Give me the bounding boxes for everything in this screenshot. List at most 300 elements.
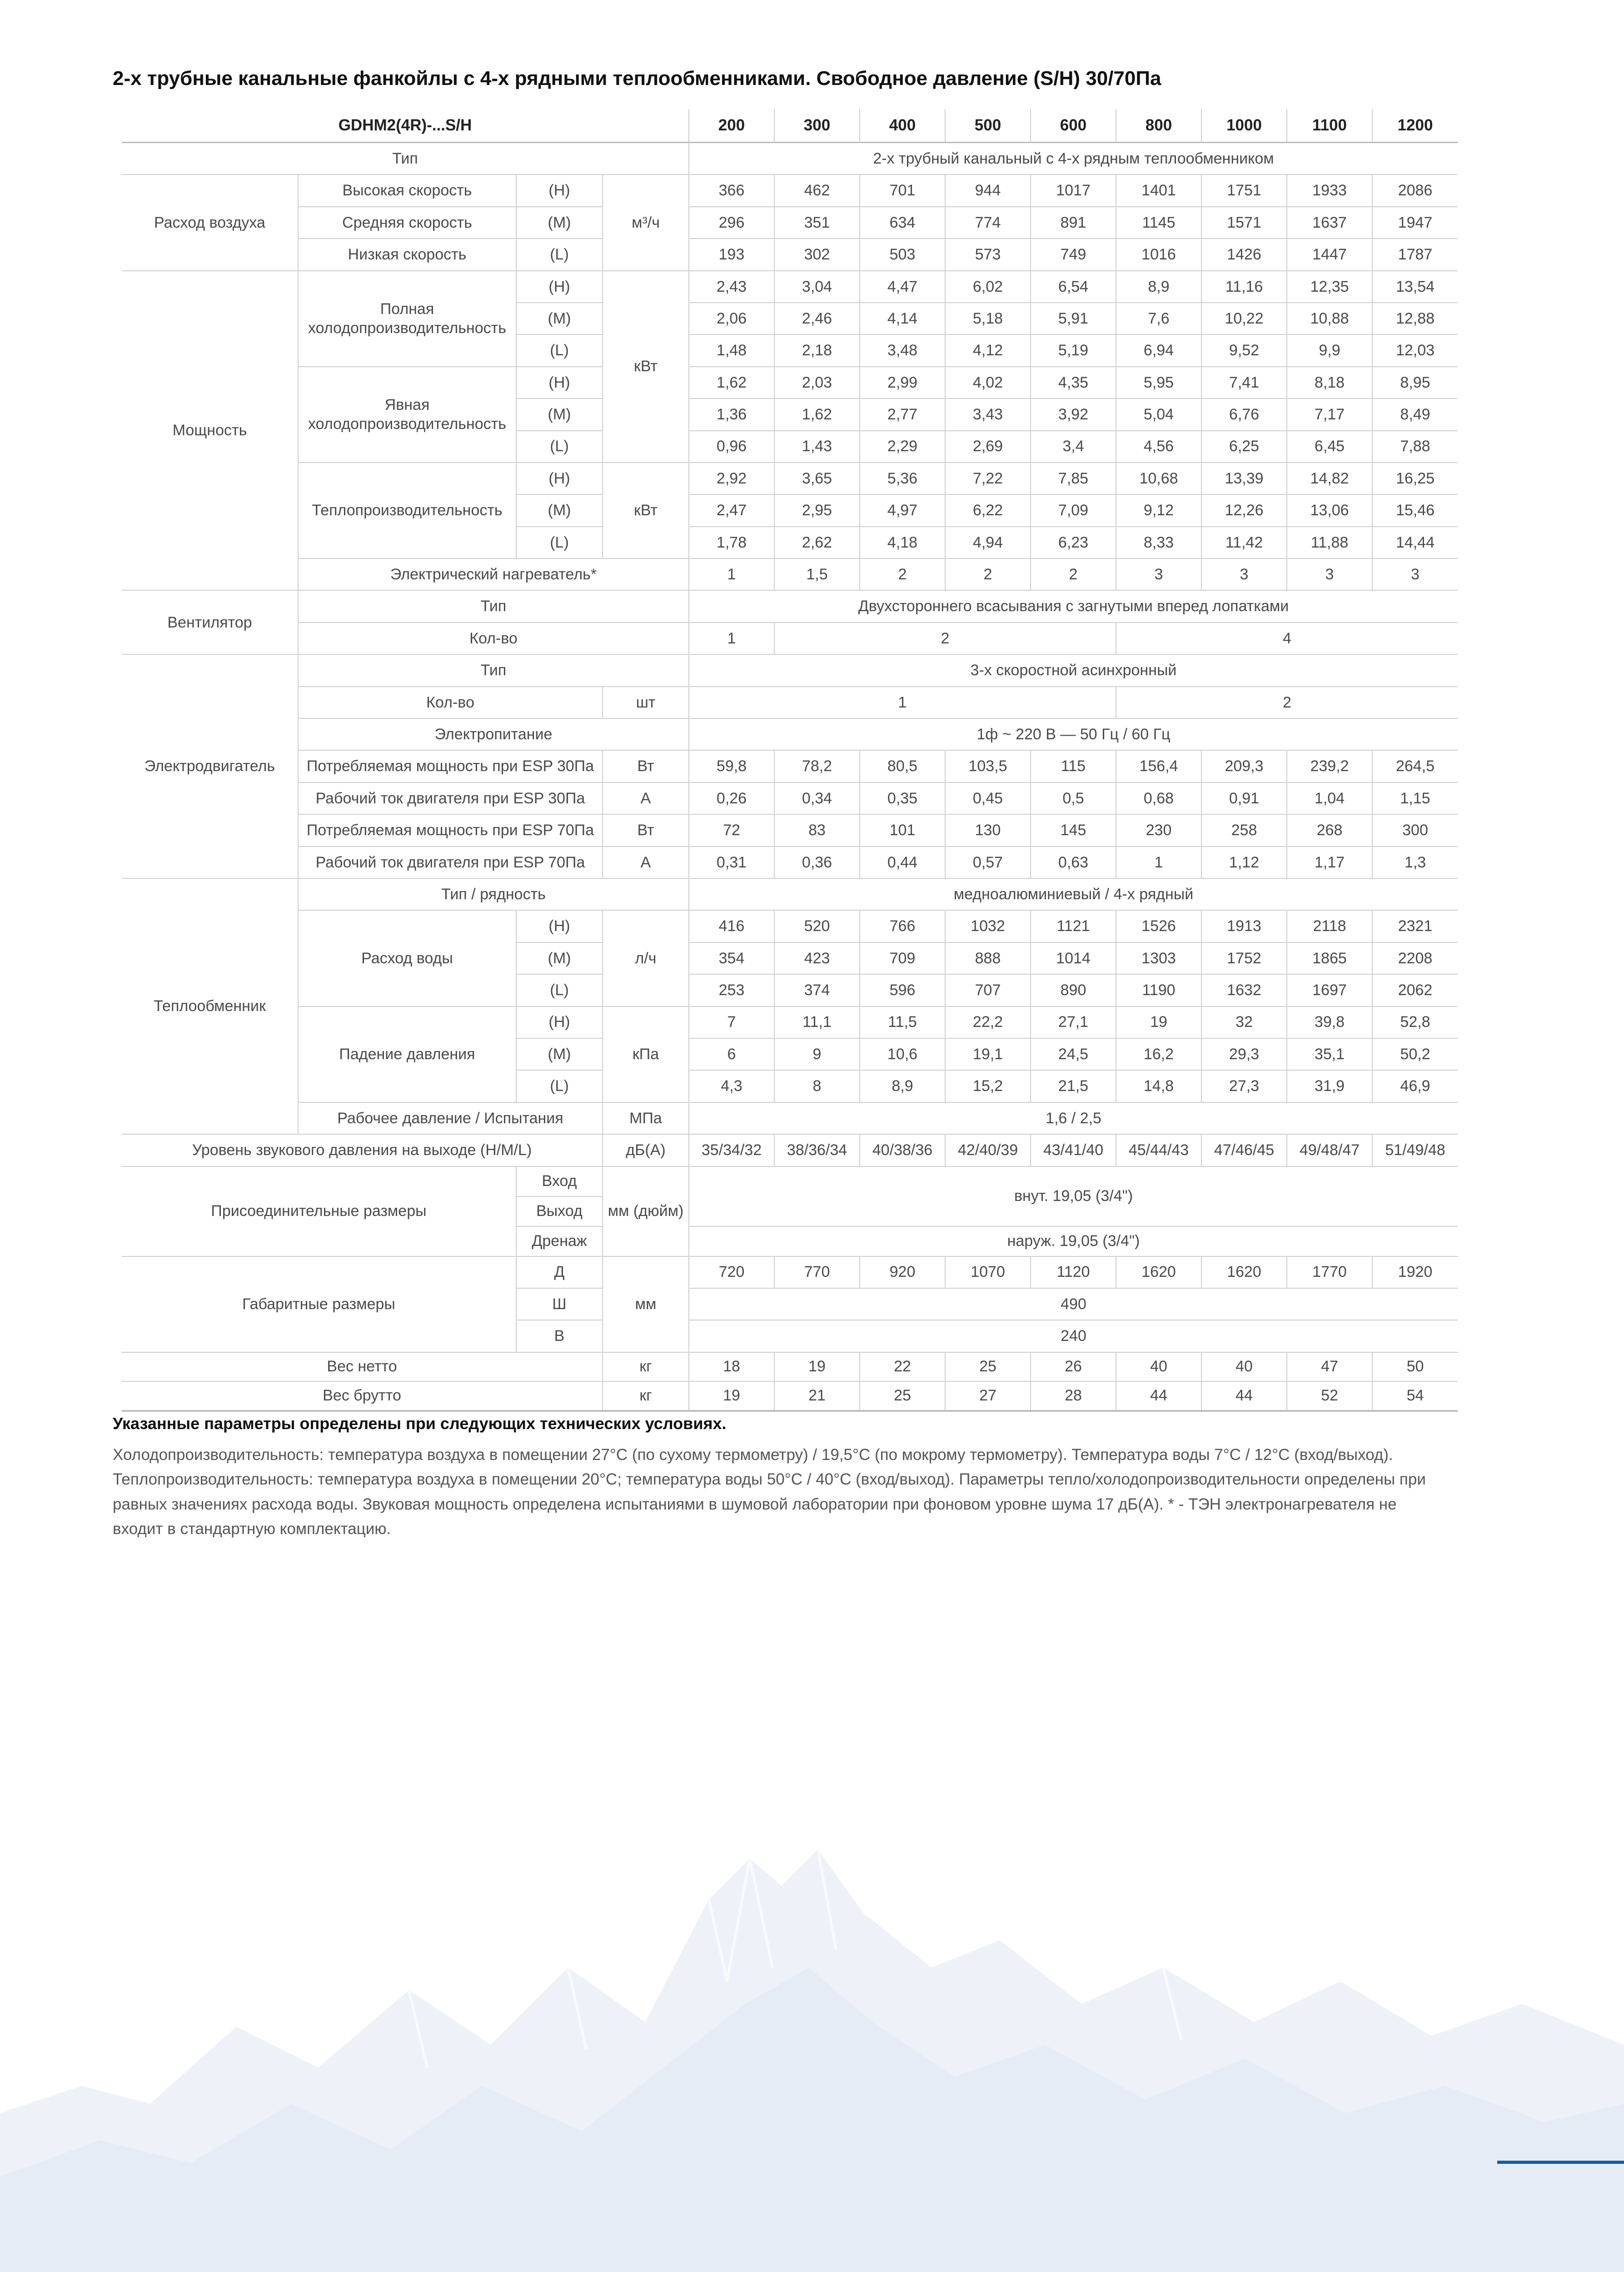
value-cell: 701 [860, 174, 945, 206]
value-cell: 21 [774, 1381, 860, 1411]
unit-label: Вт [603, 750, 689, 782]
value-cell: 709 [860, 942, 945, 974]
value-cell: 1865 [1287, 942, 1372, 974]
value-cell: 19 [1116, 1006, 1201, 1038]
value-cell: 11,5 [860, 1006, 945, 1038]
notes-title: Указанные параметры определены при следующих технических условиях. [113, 1414, 727, 1433]
table-row [122, 1381, 1458, 1411]
unit-label: м³/ч [603, 174, 689, 270]
value-cell: 11,42 [1201, 527, 1287, 558]
row-label: Падение давления [298, 1006, 516, 1102]
value-cell: 0,68 [1116, 782, 1201, 814]
value-cell: 14,8 [1116, 1070, 1201, 1102]
value-cell: 354 [689, 942, 774, 974]
value-cell: 5,36 [860, 463, 945, 494]
value-cell: 3 [1116, 558, 1201, 590]
value-cell: 0,26 [689, 782, 774, 814]
value-cell: 59,8 [689, 750, 774, 782]
speed-label: (M) [516, 303, 603, 334]
value-cell: 888 [945, 942, 1031, 974]
row-label: Рабочее давление / Испытания [298, 1102, 603, 1134]
value-cell: 130 [945, 814, 1031, 846]
value-cell: 6,94 [1116, 334, 1201, 366]
size-header: 800 [1116, 109, 1201, 143]
value-cell: 5,19 [1031, 334, 1116, 366]
value-cell: 1426 [1201, 239, 1287, 270]
value-cell: 7,41 [1201, 367, 1287, 399]
value-cell: 43/41/40 [1031, 1134, 1116, 1166]
value-cell: 4 [1116, 623, 1458, 654]
value-cell: 10,6 [860, 1038, 945, 1070]
row-label: Расход воды [298, 910, 516, 1006]
unit-label: Вт [603, 814, 689, 846]
row-label: Рабочий ток двигателя при ESP 30Па [298, 782, 603, 814]
speed-label: (L) [516, 334, 603, 366]
row-label: Полная холодопроизводительность [298, 271, 516, 367]
row-label: Габаритные размеры [122, 1256, 516, 1352]
value-cell: 27,3 [1201, 1070, 1287, 1102]
value-cell: 28 [1031, 1381, 1116, 1411]
value-cell: 21,5 [1031, 1070, 1116, 1102]
value-cell: 296 [689, 207, 774, 239]
value-cell: 1571 [1201, 207, 1287, 239]
value-cell: 2,03 [774, 367, 860, 399]
value-cell: 4,12 [945, 334, 1031, 366]
value-cell: 0,96 [689, 431, 774, 463]
speed-label: (L) [516, 527, 603, 558]
value-cell: 103,5 [945, 750, 1031, 782]
value-cell: 1,3 [1372, 847, 1458, 878]
row-label: Средняя скорость [298, 207, 516, 239]
value-cell: 1526 [1116, 910, 1201, 942]
value-cell: 3,4 [1031, 431, 1116, 463]
value-cell: 6,45 [1287, 431, 1372, 463]
row-label: Потребляемая мощность при ESP 70Па [298, 814, 603, 846]
value-cell: 31,9 [1287, 1070, 1372, 1102]
value-cell: 302 [774, 239, 860, 270]
value-cell: 54 [1372, 1381, 1458, 1411]
value-cell: 47/46/45 [1201, 1134, 1287, 1166]
value-cell: 1,78 [689, 527, 774, 558]
value-cell: 5,18 [945, 303, 1031, 334]
value-cell: 0,36 [774, 847, 860, 878]
value-cell: 0,44 [860, 847, 945, 878]
value-cell: 0,35 [860, 782, 945, 814]
group-label-motor: Электродвигатель [122, 654, 298, 878]
value-cell: 29,3 [1201, 1038, 1287, 1070]
size-header: 1200 [1372, 109, 1458, 143]
value-cell: 1,62 [774, 399, 860, 430]
value-cell: 40 [1201, 1352, 1287, 1381]
value-cell: 9,9 [1287, 334, 1372, 366]
table-row [122, 143, 1458, 175]
value-cell: 51/49/48 [1372, 1134, 1458, 1166]
value-cell: 1770 [1287, 1256, 1372, 1288]
row-label: Высокая скорость [298, 174, 516, 206]
table-row [122, 1166, 1458, 1196]
value-cell: 2 [860, 558, 945, 590]
size-header: 1000 [1201, 109, 1287, 143]
motor-type-value: 3-х скоростной асинхронный [689, 654, 1458, 686]
value-cell: 1 [1116, 847, 1201, 878]
value-cell: 25 [945, 1352, 1031, 1381]
value-cell: 1070 [945, 1256, 1031, 1288]
value-cell: 145 [1031, 814, 1116, 846]
value-cell: 707 [945, 974, 1031, 1006]
row-label: Явная холодопроизводительность [298, 367, 516, 463]
value-cell: 6,02 [945, 271, 1031, 303]
value-cell: 5,91 [1031, 303, 1116, 334]
value-cell: 8,33 [1116, 527, 1201, 558]
type-value: 2-х трубный канальный с 4-х рядным теплообменником [689, 143, 1458, 175]
value-cell: 16,2 [1116, 1038, 1201, 1070]
speed-label: (H) [516, 910, 603, 942]
value-cell: 2,47 [689, 494, 774, 526]
value-cell: 72 [689, 814, 774, 846]
value-cell: 1016 [1116, 239, 1201, 270]
value-cell: 2,46 [774, 303, 860, 334]
value-cell: 35,1 [1287, 1038, 1372, 1070]
value-cell: 2086 [1372, 174, 1458, 206]
unit-label: мм (дюйм) [603, 1166, 689, 1256]
value-cell: 1787 [1372, 239, 1458, 270]
value-cell: 52 [1287, 1381, 1372, 1411]
unit-label: кВт [603, 463, 689, 558]
value-cell: 19 [689, 1381, 774, 1411]
group-label-coil: Теплообменник [122, 878, 298, 1134]
speed-label: (L) [516, 974, 603, 1006]
value-cell: 1014 [1031, 942, 1116, 974]
value-cell: 1637 [1287, 207, 1372, 239]
value-cell: 5,04 [1116, 399, 1201, 430]
unit-label: шт [603, 687, 689, 718]
row-label: Электрический нагреватель* [298, 558, 689, 590]
value-cell: 156,4 [1116, 750, 1201, 782]
value-cell: 4,47 [860, 271, 945, 303]
unit-label: кг [603, 1381, 689, 1411]
value-cell: 80,5 [860, 750, 945, 782]
row-label: Вес брутто [122, 1381, 603, 1411]
value-cell: 8,9 [1116, 271, 1201, 303]
value-cell: 16,25 [1372, 463, 1458, 494]
speed-label: (M) [516, 207, 603, 239]
value-cell: 1,36 [689, 399, 774, 430]
value-cell: 239,2 [1287, 750, 1372, 782]
sub-label: Дренаж [516, 1226, 603, 1256]
value-cell: 3,48 [860, 334, 945, 366]
value-cell: 22 [860, 1352, 945, 1381]
value-cell: 1,12 [1201, 847, 1287, 878]
value-cell: 8,95 [1372, 367, 1458, 399]
value-cell: 8,9 [860, 1070, 945, 1102]
speed-label: (M) [516, 399, 603, 430]
page-title: 2-х трубные канальные фанкойлы с 4-х рядными теплообменниками. Свободное давление (S/H) 30/70Па [113, 67, 1161, 90]
table-row [122, 207, 1458, 239]
value-cell: 1920 [1372, 1256, 1458, 1288]
value-cell: 8 [774, 1070, 860, 1102]
value-cell: 14,44 [1372, 527, 1458, 558]
value-cell: 0,63 [1031, 847, 1116, 878]
table-row [122, 1256, 1458, 1288]
value-cell: 0,5 [1031, 782, 1116, 814]
group-label-capacity: Мощность [122, 271, 298, 591]
unit-label: А [603, 782, 689, 814]
value-cell: 7,17 [1287, 399, 1372, 430]
table-row [122, 1134, 1458, 1166]
spec-table [122, 109, 1458, 1412]
value-cell: 1620 [1116, 1256, 1201, 1288]
value-cell: 3,92 [1031, 399, 1116, 430]
value-cell: 1,15 [1372, 782, 1458, 814]
table-row [122, 174, 1458, 206]
value-cell: 4,94 [945, 527, 1031, 558]
value-cell: 6,22 [945, 494, 1031, 526]
unit-label: дБ(А) [603, 1134, 689, 1166]
table-row [122, 1102, 1458, 1134]
value-cell: 2208 [1372, 942, 1458, 974]
value-cell: 774 [945, 207, 1031, 239]
value-cell: 2,77 [860, 399, 945, 430]
page-accent-bar [1497, 2161, 1624, 2164]
value-cell: 6 [689, 1038, 774, 1070]
value-cell: 5,95 [1116, 367, 1201, 399]
value-cell: 2,43 [689, 271, 774, 303]
value-cell: 6,23 [1031, 527, 1116, 558]
table-row [122, 878, 1458, 910]
value-cell: 1121 [1031, 910, 1116, 942]
value-cell: 1,62 [689, 367, 774, 399]
value-cell: 193 [689, 239, 774, 270]
model-header: GDHM2(4R)-...S/H [122, 109, 689, 143]
value-cell: 2 [774, 623, 1116, 654]
value-cell: 1401 [1116, 174, 1201, 206]
value-cell: 374 [774, 974, 860, 1006]
row-label: Потребляемая мощность при ESP 30Па [298, 750, 603, 782]
unit-label: кВт [603, 271, 689, 463]
value-cell: 503 [860, 239, 945, 270]
size-header: 600 [1031, 109, 1116, 143]
value-cell: 1,43 [774, 431, 860, 463]
value-cell: 9,12 [1116, 494, 1201, 526]
value-cell: 416 [689, 910, 774, 942]
value-cell: 52,8 [1372, 1006, 1458, 1038]
value-cell: 0,34 [774, 782, 860, 814]
table-row [122, 239, 1458, 270]
value-cell: 44 [1116, 1381, 1201, 1411]
value-cell: 12,03 [1372, 334, 1458, 366]
value-cell: 4,14 [860, 303, 945, 334]
table-row [122, 367, 1458, 399]
value-cell: 42/40/39 [945, 1134, 1031, 1166]
size-header: 400 [860, 109, 945, 143]
value-cell: 7,22 [945, 463, 1031, 494]
header-row [122, 109, 1458, 143]
value-cell: 2118 [1287, 910, 1372, 942]
row-label: Теплопроизводительность [298, 463, 516, 558]
value-cell: 596 [860, 974, 945, 1006]
value-cell: 18 [689, 1352, 774, 1381]
working-pressure-value: 1,6 / 2,5 [689, 1102, 1458, 1134]
value-cell: 0,31 [689, 847, 774, 878]
height-value: 240 [689, 1320, 1458, 1352]
row-label: Вес нетто [122, 1352, 603, 1381]
value-cell: 11,16 [1201, 271, 1287, 303]
value-cell: 47 [1287, 1352, 1372, 1381]
value-cell: 2062 [1372, 974, 1458, 1006]
value-cell: 1620 [1201, 1256, 1287, 1288]
size-header: 500 [945, 109, 1031, 143]
value-cell: 462 [774, 174, 860, 206]
value-cell: 15,46 [1372, 494, 1458, 526]
value-cell: 44 [1201, 1381, 1287, 1411]
row-label: Кол-во [298, 687, 603, 718]
value-cell: 50 [1372, 1352, 1458, 1381]
table-row [122, 718, 1458, 750]
value-cell: 78,2 [774, 750, 860, 782]
unit-label: А [603, 847, 689, 878]
value-cell: 1303 [1116, 942, 1201, 974]
value-cell: 39,8 [1287, 1006, 1372, 1038]
value-cell: 268 [1287, 814, 1372, 846]
fan-type-value: Двухстороннего всасывания с загнутыми вперед лопатками [689, 590, 1458, 622]
group-label-fan: Вентилятор [122, 590, 298, 654]
value-cell: 1145 [1116, 207, 1201, 239]
table-row [122, 1006, 1458, 1038]
value-cell: 13,06 [1287, 494, 1372, 526]
value-cell: 258 [1201, 814, 1287, 846]
value-cell: 15,2 [945, 1070, 1031, 1102]
value-cell: 101 [860, 814, 945, 846]
value-cell: 4,56 [1116, 431, 1201, 463]
power-supply-value: 1ф ~ 220 В — 50 Гц / 60 Гц [689, 718, 1458, 750]
value-cell: 1120 [1031, 1256, 1116, 1288]
value-cell: 2,92 [689, 463, 774, 494]
value-cell: 766 [860, 910, 945, 942]
table-row [122, 558, 1458, 590]
value-cell: 14,82 [1287, 463, 1372, 494]
value-cell: 4,02 [945, 367, 1031, 399]
value-cell: 3 [1287, 558, 1372, 590]
value-cell: 4,18 [860, 527, 945, 558]
value-cell: 25 [860, 1381, 945, 1411]
value-cell: 50,2 [1372, 1038, 1458, 1070]
value-cell: 8,18 [1287, 367, 1372, 399]
value-cell: 2,18 [774, 334, 860, 366]
value-cell: 351 [774, 207, 860, 239]
value-cell: 1 [689, 558, 774, 590]
sub-label: Д [516, 1256, 603, 1288]
value-cell: 300 [1372, 814, 1458, 846]
value-cell: 13,54 [1372, 271, 1458, 303]
row-label: Присоединительные размеры [122, 1166, 516, 1256]
value-cell: 6,25 [1201, 431, 1287, 463]
value-cell: 3 [1372, 558, 1458, 590]
value-cell: 4,35 [1031, 367, 1116, 399]
table-row [122, 687, 1458, 718]
sub-label: В [516, 1320, 603, 1352]
value-cell: 12,35 [1287, 271, 1372, 303]
value-cell: 890 [1031, 974, 1116, 1006]
value-cell: 1751 [1201, 174, 1287, 206]
value-cell: 35/34/32 [689, 1134, 774, 1166]
value-cell: 2 [1116, 687, 1458, 718]
group-label-airflow: Расход воздуха [122, 174, 298, 270]
value-cell: 12,88 [1372, 303, 1458, 334]
value-cell: 3,43 [945, 399, 1031, 430]
value-cell: 4,97 [860, 494, 945, 526]
value-cell: 1632 [1201, 974, 1287, 1006]
connection-drain-value: наруж. 19,05 (3/4") [689, 1226, 1458, 1256]
value-cell: 1,17 [1287, 847, 1372, 878]
value-cell: 209,3 [1201, 750, 1287, 782]
value-cell: 10,88 [1287, 303, 1372, 334]
value-cell: 1 [689, 687, 1116, 718]
table-row [122, 910, 1458, 942]
table-row [122, 654, 1458, 686]
value-cell: 1752 [1201, 942, 1287, 974]
value-cell: 1913 [1201, 910, 1287, 942]
speed-label: (L) [516, 1070, 603, 1102]
value-cell: 3,04 [774, 271, 860, 303]
value-cell: 46,9 [1372, 1070, 1458, 1102]
value-cell: 520 [774, 910, 860, 942]
value-cell: 230 [1116, 814, 1201, 846]
value-cell: 2,69 [945, 431, 1031, 463]
value-cell: 11,1 [774, 1006, 860, 1038]
value-cell: 0,45 [945, 782, 1031, 814]
unit-label: кПа [603, 1006, 689, 1102]
table-row [122, 623, 1458, 654]
speed-label: (H) [516, 174, 603, 206]
table-row [122, 750, 1458, 782]
value-cell: 22,2 [945, 1006, 1031, 1038]
value-cell: 2,62 [774, 527, 860, 558]
speed-label: (H) [516, 463, 603, 494]
sub-label: Ш [516, 1288, 603, 1320]
row-label: Уровень звукового давления на выходе (H/M/L) [122, 1134, 603, 1166]
unit-label: кг [603, 1352, 689, 1381]
value-cell: 366 [689, 174, 774, 206]
value-cell: 1697 [1287, 974, 1372, 1006]
sub-label: Выход [516, 1196, 603, 1226]
value-cell: 115 [1031, 750, 1116, 782]
row-label: Тип [122, 143, 689, 175]
value-cell: 944 [945, 174, 1031, 206]
unit-label: МПа [603, 1102, 689, 1134]
value-cell: 13,39 [1201, 463, 1287, 494]
table-row [122, 590, 1458, 622]
value-cell: 1,48 [689, 334, 774, 366]
value-cell: 10,68 [1116, 463, 1201, 494]
value-cell: 0,57 [945, 847, 1031, 878]
value-cell: 1,04 [1287, 782, 1372, 814]
speed-label: (M) [516, 1038, 603, 1070]
value-cell: 2,06 [689, 303, 774, 334]
value-cell: 9 [774, 1038, 860, 1070]
speed-label: (M) [516, 942, 603, 974]
value-cell: 264,5 [1372, 750, 1458, 782]
value-cell: 2,99 [860, 367, 945, 399]
value-cell: 1447 [1287, 239, 1372, 270]
value-cell: 19,1 [945, 1038, 1031, 1070]
value-cell: 7,6 [1116, 303, 1201, 334]
value-cell: 45/44/43 [1116, 1134, 1201, 1166]
row-label: Низкая скорость [298, 239, 516, 270]
value-cell: 1017 [1031, 174, 1116, 206]
value-cell: 3,65 [774, 463, 860, 494]
table-row [122, 463, 1458, 494]
value-cell: 920 [860, 1256, 945, 1288]
